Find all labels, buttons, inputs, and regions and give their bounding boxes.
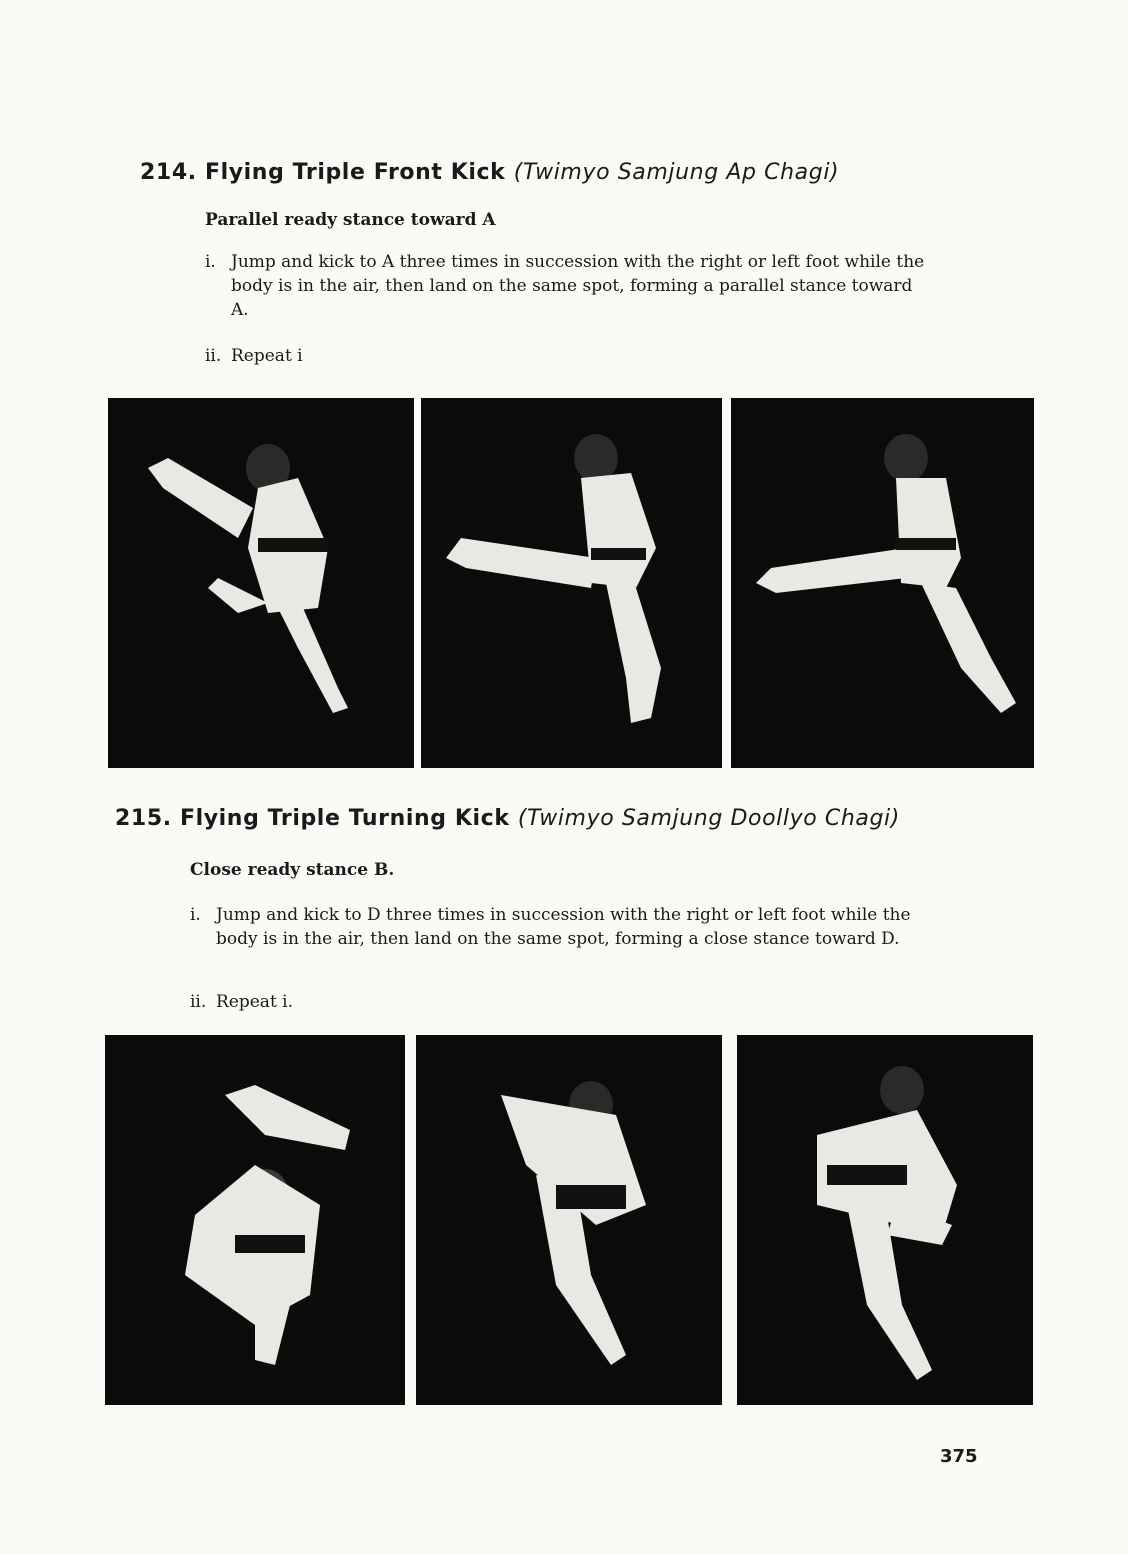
- martial-artist-figure: [105, 1035, 405, 1405]
- martial-artist-figure: [731, 398, 1034, 768]
- photo-front-kick-1: [108, 398, 414, 768]
- photo-front-kick-2: [421, 398, 722, 768]
- martial-artist-figure: [416, 1035, 722, 1405]
- martial-artist-figure: [737, 1035, 1033, 1405]
- martial-artist-figure: [421, 398, 722, 768]
- section-romanized-title: (Twimyo Samjung Doollyo Chagi): [517, 806, 900, 831]
- step-marker: i.: [205, 252, 216, 272]
- photo-turning-kick-2: [416, 1035, 722, 1405]
- photo-front-kick-3: [731, 398, 1034, 768]
- step-text: Jump and kick to D three times in succession with the right or left foot while the body is in the air, then land on the same spot, forming a close stance toward D.: [216, 905, 911, 949]
- section-number: 214.: [140, 160, 197, 185]
- step-marker: i.: [190, 905, 201, 925]
- section-215-step-1: [190, 903, 916, 951]
- section-215-heading: [115, 806, 900, 831]
- photo-turning-kick-3: [737, 1035, 1033, 1405]
- page-number: 375: [940, 1446, 978, 1467]
- section-215-stance: Close ready stance B.: [190, 860, 395, 880]
- section-romanized-title: (Twimyo Samjung Ap Chagi): [513, 160, 840, 185]
- section-215-step-2: [190, 990, 916, 1014]
- section-214-stance: Parallel ready stance toward A: [205, 210, 496, 230]
- step-text: Jump and kick to A three times in succession with the right or left foot while the body is in the air, then land on the same spot, forming a parallel stance toward A.: [231, 252, 925, 320]
- section-214-step-2: [205, 344, 931, 368]
- step-text: Repeat i.: [216, 992, 294, 1012]
- section-number: 215.: [115, 806, 172, 831]
- section-title: Flying Triple Turning Kick: [179, 806, 510, 831]
- section-214-heading: [140, 160, 839, 185]
- martial-artist-figure: [108, 398, 414, 768]
- photo-turning-kick-1: [105, 1035, 405, 1405]
- section-title: Flying Triple Front Kick: [204, 160, 506, 185]
- section-214-step-1: [205, 250, 931, 322]
- step-marker: ii.: [190, 992, 207, 1012]
- step-marker: ii.: [205, 346, 222, 366]
- step-text: Repeat i: [231, 346, 303, 366]
